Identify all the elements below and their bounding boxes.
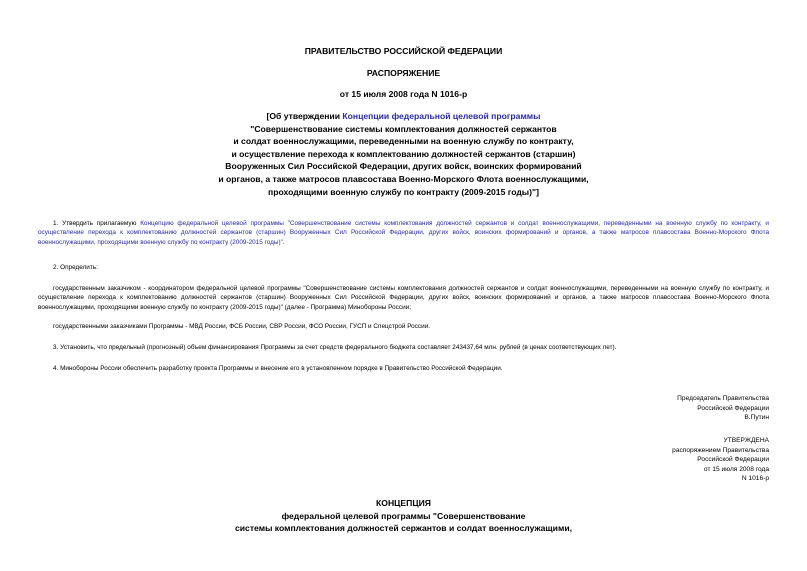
signature-name: В.Путин [744, 414, 769, 422]
paragraph-2: 2. Определить: [53, 264, 98, 271]
government-name: ПРАВИТЕЛЬСТВО РОССИЙСКОЙ ФЕДЕРАЦИИ [304, 46, 503, 56]
paragraph-5: 3. Установить, что предельный (прогнозный) объем финансирования Программы за счет средств федерального бюджета составляет 243437,64 млн. рублей (в ценах соответствующих лет). [53, 344, 617, 351]
signature-position: Председатель Правительства [677, 395, 769, 402]
concept-line-1: федеральной целевой программы "Совершенствование [281, 510, 526, 521]
paragraph-6: 4. Минобороны России обеспечить разработку проекта Программы и внесение его в установленном порядке в Правительство Российской Федерации. [53, 365, 503, 372]
title-line-6: и органов, а также матросов плавсостава Военно-Морского Флота военнослужащими, [218, 173, 589, 184]
approval-date: от 15 июля 2008 года [703, 465, 769, 473]
paragraph-4: государственными заказчиками Программы - МВД России, ФСБ России, СВР России, ФСО России, ГУСП и Спецстрой России. [53, 323, 431, 330]
signature-country: Российской Федерации [697, 404, 769, 412]
document-date-number: от 15 июля 2008 года N 1016-р [339, 89, 468, 99]
paragraph-1-prefix: 1. Утвердить прилагаемую [53, 220, 141, 227]
concept-link[interactable]: Концепцию федеральной целевой программы "Совершенствование системы комплектования должностей сержантов и солдат военнослужащими, переведенными на военную службу по контракту, и осуществление перехода к комплектованию должностей сержантов (старшин) Вооруженных Сил Российской Федерации, других войск, воинских формирований и органов, а также матросов плавсостава Военно-Морского Флота военнослужащими, проходящими военную службу по контракту (2009-2015 годы)" [38, 220, 769, 246]
title-line-4: и осуществление перехода к комплектованию должностей сержантов (старшин) [231, 148, 576, 159]
signature-block [509, 394, 769, 423]
concept-line-2: системы комплектования должностей сержантов и солдат военнослужащими, [235, 523, 572, 533]
title-bracket-open: [Об утверждении [266, 111, 343, 121]
approval-number: N 1016-р [741, 475, 769, 483]
approval-block [509, 436, 769, 484]
approval-line-3: Российской Федерации [697, 456, 769, 464]
title-concept-link[interactable]: Концепции федеральной целевой программы [342, 111, 541, 121]
paragraph-1 [38, 219, 769, 247]
document-title [0, 110, 807, 198]
title-line-7: проходящими военную службу по контракту (2009-2015 годы)"] [268, 186, 539, 197]
paragraph-3: государственным заказчиком - координатором федеральной целевой программы "Совершенствование системы комплектования должностей сержантов и солдат военнослужащими, переведенными на военную службу по контракту, и осуществление перехода к комплектованию должностей сержантов (старшин) Вооруженных Сил Российской Федерации, других войск, воинских формирований и органов, а также матросов плавсостава Военно-Морского Флота военнослужащими, проходящими военную службу по контракту (2009-2015 годы)" (далее - Программа) Минобороны России; [38, 285, 769, 311]
title-line-5: Вооруженных Сил Российской Федерации, других войск, воинских формирований [225, 161, 582, 172]
title-line-2: "Совершенствование системы комплектования должностей сержантов [250, 123, 557, 134]
document-type: РАСПОРЯЖЕНИЕ [366, 68, 441, 78]
title-line-1 [0, 110, 807, 123]
concept-title [0, 497, 807, 535]
paragraph-1-suffix: . [282, 238, 285, 246]
approval-line-2: распоряжением Правительства [672, 446, 769, 454]
approval-title: УТВЕРЖДЕНА [723, 437, 769, 444]
concept-heading: КОНЦЕПЦИЯ [376, 498, 431, 508]
title-line-3: и солдат военнослужащими, переведенными на военную службу по контракту, [233, 136, 574, 147]
